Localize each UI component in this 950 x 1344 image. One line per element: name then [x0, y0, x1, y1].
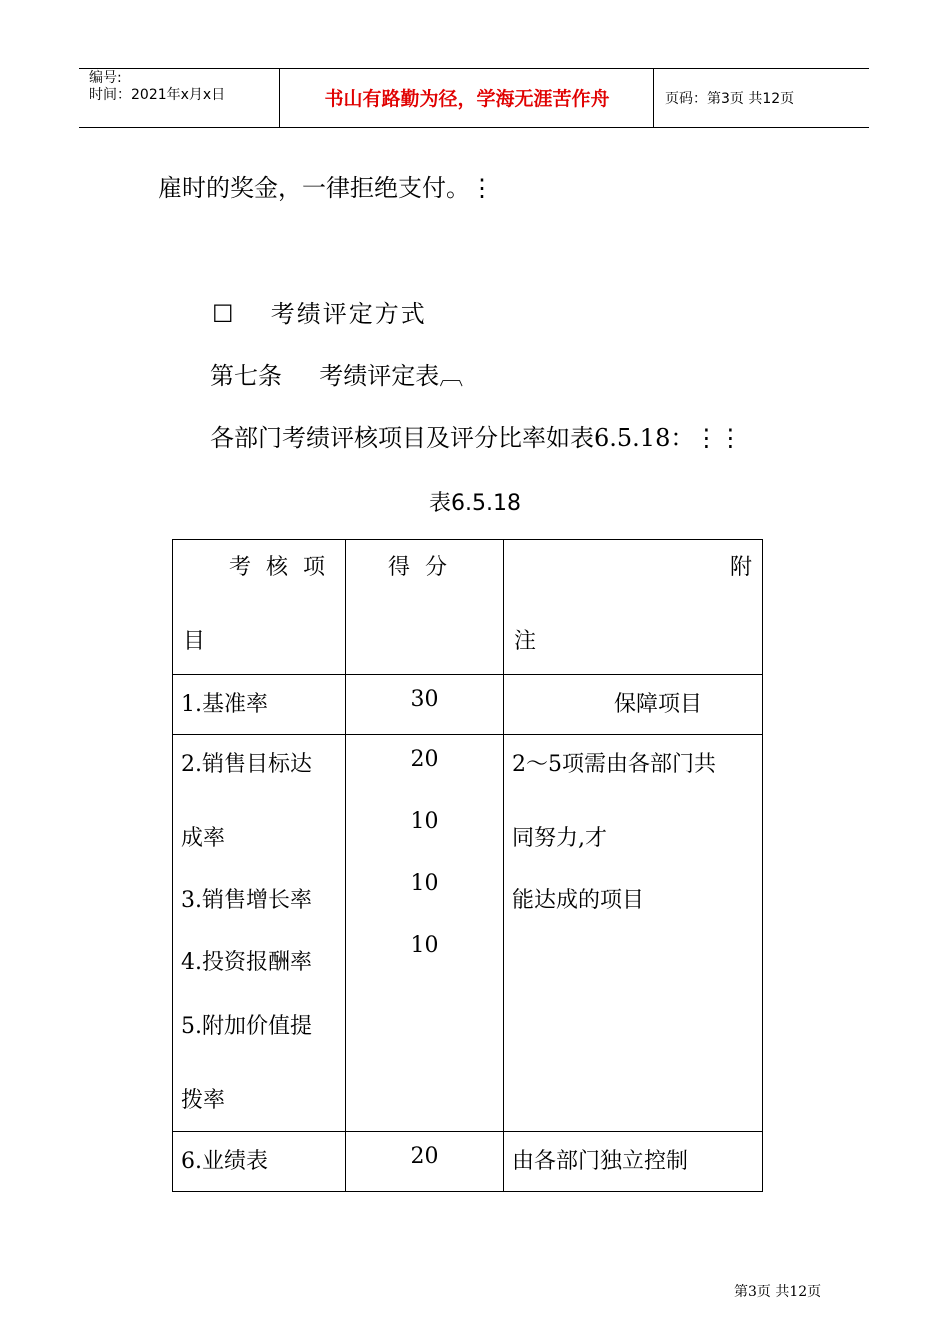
header-meta: [89, 70, 225, 104]
table-row: [173, 675, 763, 735]
header-cell-item: [173, 540, 346, 675]
row2-item-line: 2.销售目标达: [181, 752, 312, 777]
row2-item-line: 5.附加价值提: [181, 1014, 312, 1039]
table-caption: 表6.5.18: [429, 491, 521, 516]
article-number: 第七条: [210, 362, 282, 390]
row1-score-cell: [346, 675, 504, 735]
time-label: 时间：2021年x月x日: [89, 87, 226, 103]
row1-score: 30: [410, 687, 439, 712]
row1-note: 保障项目: [614, 692, 703, 717]
body-line-1: 雇时的奖金，一律拒绝支付。⋮: [158, 174, 494, 202]
row2-item-line: 成率: [181, 826, 226, 851]
row2-score-cell: [346, 735, 504, 1132]
row3-item-cell: [173, 1132, 346, 1192]
header-item-line1: 考 核 项: [229, 555, 329, 580]
table-header-row: [173, 540, 763, 675]
row2-score: 10: [410, 933, 439, 958]
row2-score: 20: [410, 747, 439, 772]
page-header: [79, 68, 869, 129]
row1-item-cell: [173, 675, 346, 735]
row3-score-cell: [346, 1132, 504, 1192]
header-note-line2: 注: [514, 629, 537, 654]
header-motto: 书山有路勤为径，学海无涯苦作舟: [324, 88, 610, 110]
row1-item: 1.基准率: [181, 692, 268, 717]
header-item-line2: 目: [183, 629, 206, 654]
header-bottom-rule: [79, 127, 869, 128]
article-heading: [210, 362, 463, 390]
header-cell-note: [504, 540, 763, 675]
page-footer: 第3页 共12页: [734, 1284, 822, 1300]
header-top-rule: [79, 68, 869, 69]
row2-score: 10: [410, 809, 439, 834]
row3-note-cell: [504, 1132, 763, 1192]
row2-score: 10: [410, 871, 439, 896]
section-heading: [212, 300, 427, 328]
row2-item-line: 拨率: [181, 1088, 226, 1113]
row3-score: 20: [410, 1144, 439, 1169]
header-page-info: 页码：第3页 共12页: [665, 91, 795, 107]
row2-item-line: 3.销售增长率: [181, 888, 312, 913]
header-note-line1: 附: [729, 555, 752, 580]
table-row: [173, 735, 763, 1132]
row2-item-line: 4.投资报酬率: [181, 950, 312, 975]
intro-paragraph: 各部门考绩评核项目及评分比率如表6.5.18：⋮⋮: [210, 424, 743, 452]
checkbox-icon: ☐: [212, 300, 234, 328]
row2-item-cell: [173, 735, 346, 1132]
article-title: 考绩评定表︹: [319, 362, 464, 390]
row2-note-line: 2～5项需由各部门共: [512, 752, 716, 777]
row1-note-cell: [504, 675, 763, 735]
number-label: 编号:: [89, 70, 122, 86]
row2-note-line: 能达成的项目: [512, 888, 645, 913]
row2-note-line: 同努力,才: [512, 826, 607, 851]
header-score: 得 分: [388, 555, 451, 580]
header-cell-score: [346, 540, 504, 675]
score-table: [172, 539, 763, 1192]
row3-item: 6.业绩表: [181, 1149, 268, 1174]
row3-note: 由各部门独立控制: [512, 1149, 689, 1174]
section-title: 考绩评定方式: [270, 300, 427, 328]
row2-note-cell: [504, 735, 763, 1132]
table-row: [173, 1132, 763, 1192]
